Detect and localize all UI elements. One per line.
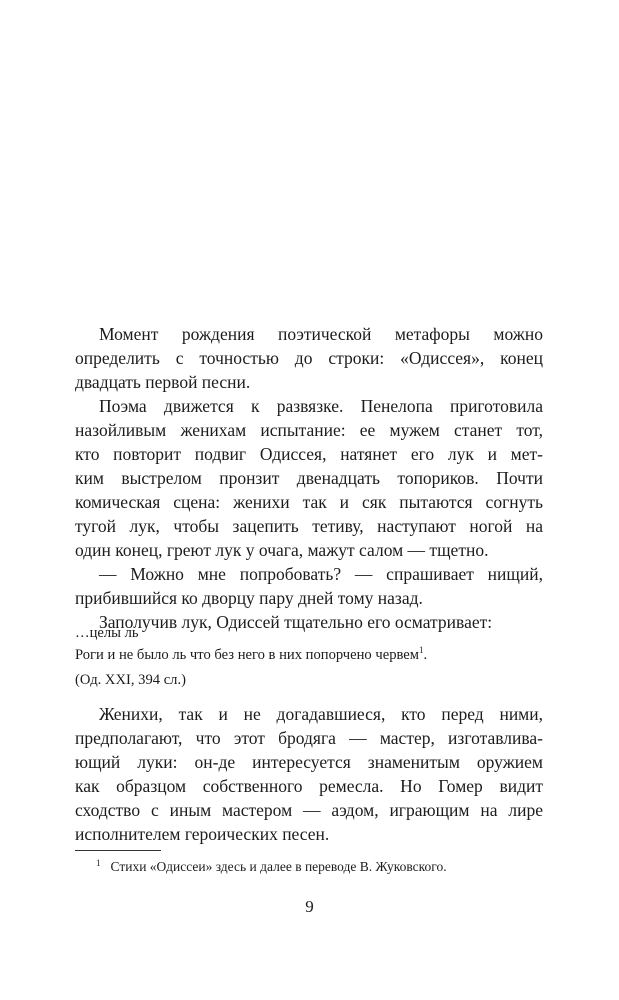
footnote-reference[interactable]: 1	[419, 645, 424, 656]
verse-line-1: …целы ль	[75, 625, 139, 641]
text-line: двадцать первой песни.	[75, 372, 251, 392]
text-line: предполагают, что этот бродяга — мастер, изготавлива-	[75, 728, 543, 748]
text-line: — Можно мне попробовать? — спрашивает нищий,	[99, 564, 543, 584]
text-line: ющий луки: он-де интересуется знаменитым оружием	[75, 752, 543, 772]
text-line: тугой лук, чтобы зацепить тетиву, наступают ногой на	[75, 516, 543, 536]
paragraph	[75, 702, 543, 846]
verse-line-2-text: Роги и не было ль что без него в них попорчено червем	[75, 647, 420, 663]
text-line: Женихи, так и не догадавшиеся, кто перед ними,	[99, 704, 543, 724]
footnote-divider	[75, 850, 161, 851]
text-line: Момент рождения поэтической метафоры можно	[99, 324, 543, 344]
paragraph	[75, 562, 543, 610]
text-line: как образцом собственного ремесла. Но Гомер видит	[75, 776, 543, 796]
main-text-bottom	[75, 702, 543, 846]
quote-source: (Од. XXI, 394 сл.)	[75, 672, 186, 688]
text-line: кто повторит подвиг Одиссея, натянет его лук и мет-	[75, 444, 543, 464]
text-line: ким выстрелом пронзит двенадцать топориков. Почти	[75, 468, 543, 488]
footnote-mark: 1	[96, 857, 101, 868]
verse-quote	[75, 622, 543, 666]
text-line: один конец, греют лук у очага, мажут салом — тщетно.	[75, 540, 489, 560]
text-line: сходство с иным мастером — аэдом, играющим на лире	[75, 800, 543, 820]
verse-line-2-end: .	[423, 647, 428, 663]
text-line: назойливым женихам испытание: ее мужем станет тот,	[75, 420, 543, 440]
text-line: прибившийся ко дворцу пару дней тому назад.	[75, 588, 423, 608]
text-line: Заполучив лук, Одиссей тщательно его осматривает:	[99, 612, 493, 632]
text-line: Поэма движется к развязке. Пенелопа приготовила	[99, 396, 543, 416]
verse-line-2	[75, 644, 543, 666]
main-text-top	[75, 322, 543, 634]
text-line: комическая сцена: женихи так и сяк пытаются согнуть	[75, 492, 543, 512]
paragraph	[75, 394, 543, 562]
text-line: определить с точностью до строки: «Одиссея», конец	[75, 348, 543, 368]
text-line: исполнителем героических песен.	[75, 824, 330, 844]
page-number: 9	[305, 897, 314, 916]
footnote-text: Стихи «Одиссеи» здесь и далее в переводе В. Жуковского.	[110, 859, 447, 874]
paragraph	[75, 322, 543, 394]
footnote	[96, 857, 447, 877]
